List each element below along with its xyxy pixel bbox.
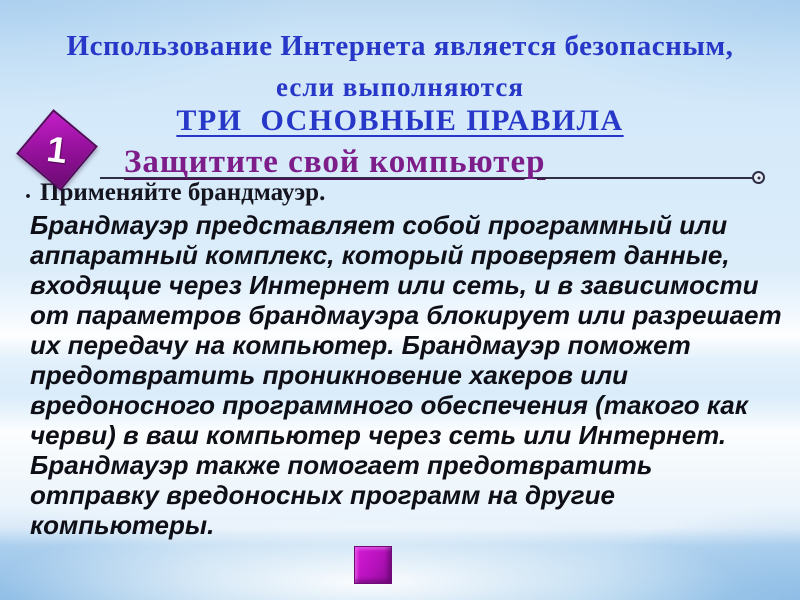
body-line: вредоносного программного обеспечения (такого как xyxy=(30,390,748,420)
line-end-marker-icon xyxy=(752,171,765,184)
body-line: черви) в ваш компьютер через сеть или Интернет. xyxy=(30,420,727,450)
body-line: компьютеры. xyxy=(30,510,215,540)
decoration-square xyxy=(354,546,392,584)
body-line: аппаратный комплекс, который проверяет данные, xyxy=(30,240,730,270)
line-end-marker-dot xyxy=(757,176,760,179)
title-line-1: Использование Интернета является безопасным, xyxy=(66,30,734,62)
body-line: от параметров брандмауэра блокирует или разрешает xyxy=(30,300,782,330)
step-number: 1 xyxy=(44,127,70,172)
body-line: Брандмауэр также помогает предотвратить xyxy=(30,450,653,480)
bullet-item-text: Применяйте брандмауэр. xyxy=(40,179,326,206)
body-paragraph xyxy=(30,210,782,540)
title-line-2: если выполняются xyxy=(276,72,524,102)
body-line: отправку вредоносных программ на другие xyxy=(30,480,615,510)
body-line: Брандмауэр представляет собой программный или xyxy=(30,210,728,240)
body-line: предотвратить проникновение хакеров или xyxy=(30,360,629,390)
title-line-3: ТРИ ОСНОВНЫЕ ПРАВИЛА xyxy=(176,104,624,137)
bullet-marker: · xyxy=(24,184,33,210)
body-line: входящие через Интернет или сеть, и в зависимости xyxy=(30,270,759,300)
body-line: их передачу на компьютер. Брандмауэр поможет xyxy=(30,330,691,360)
section-heading: Защитите свой компьютер xyxy=(124,144,546,180)
